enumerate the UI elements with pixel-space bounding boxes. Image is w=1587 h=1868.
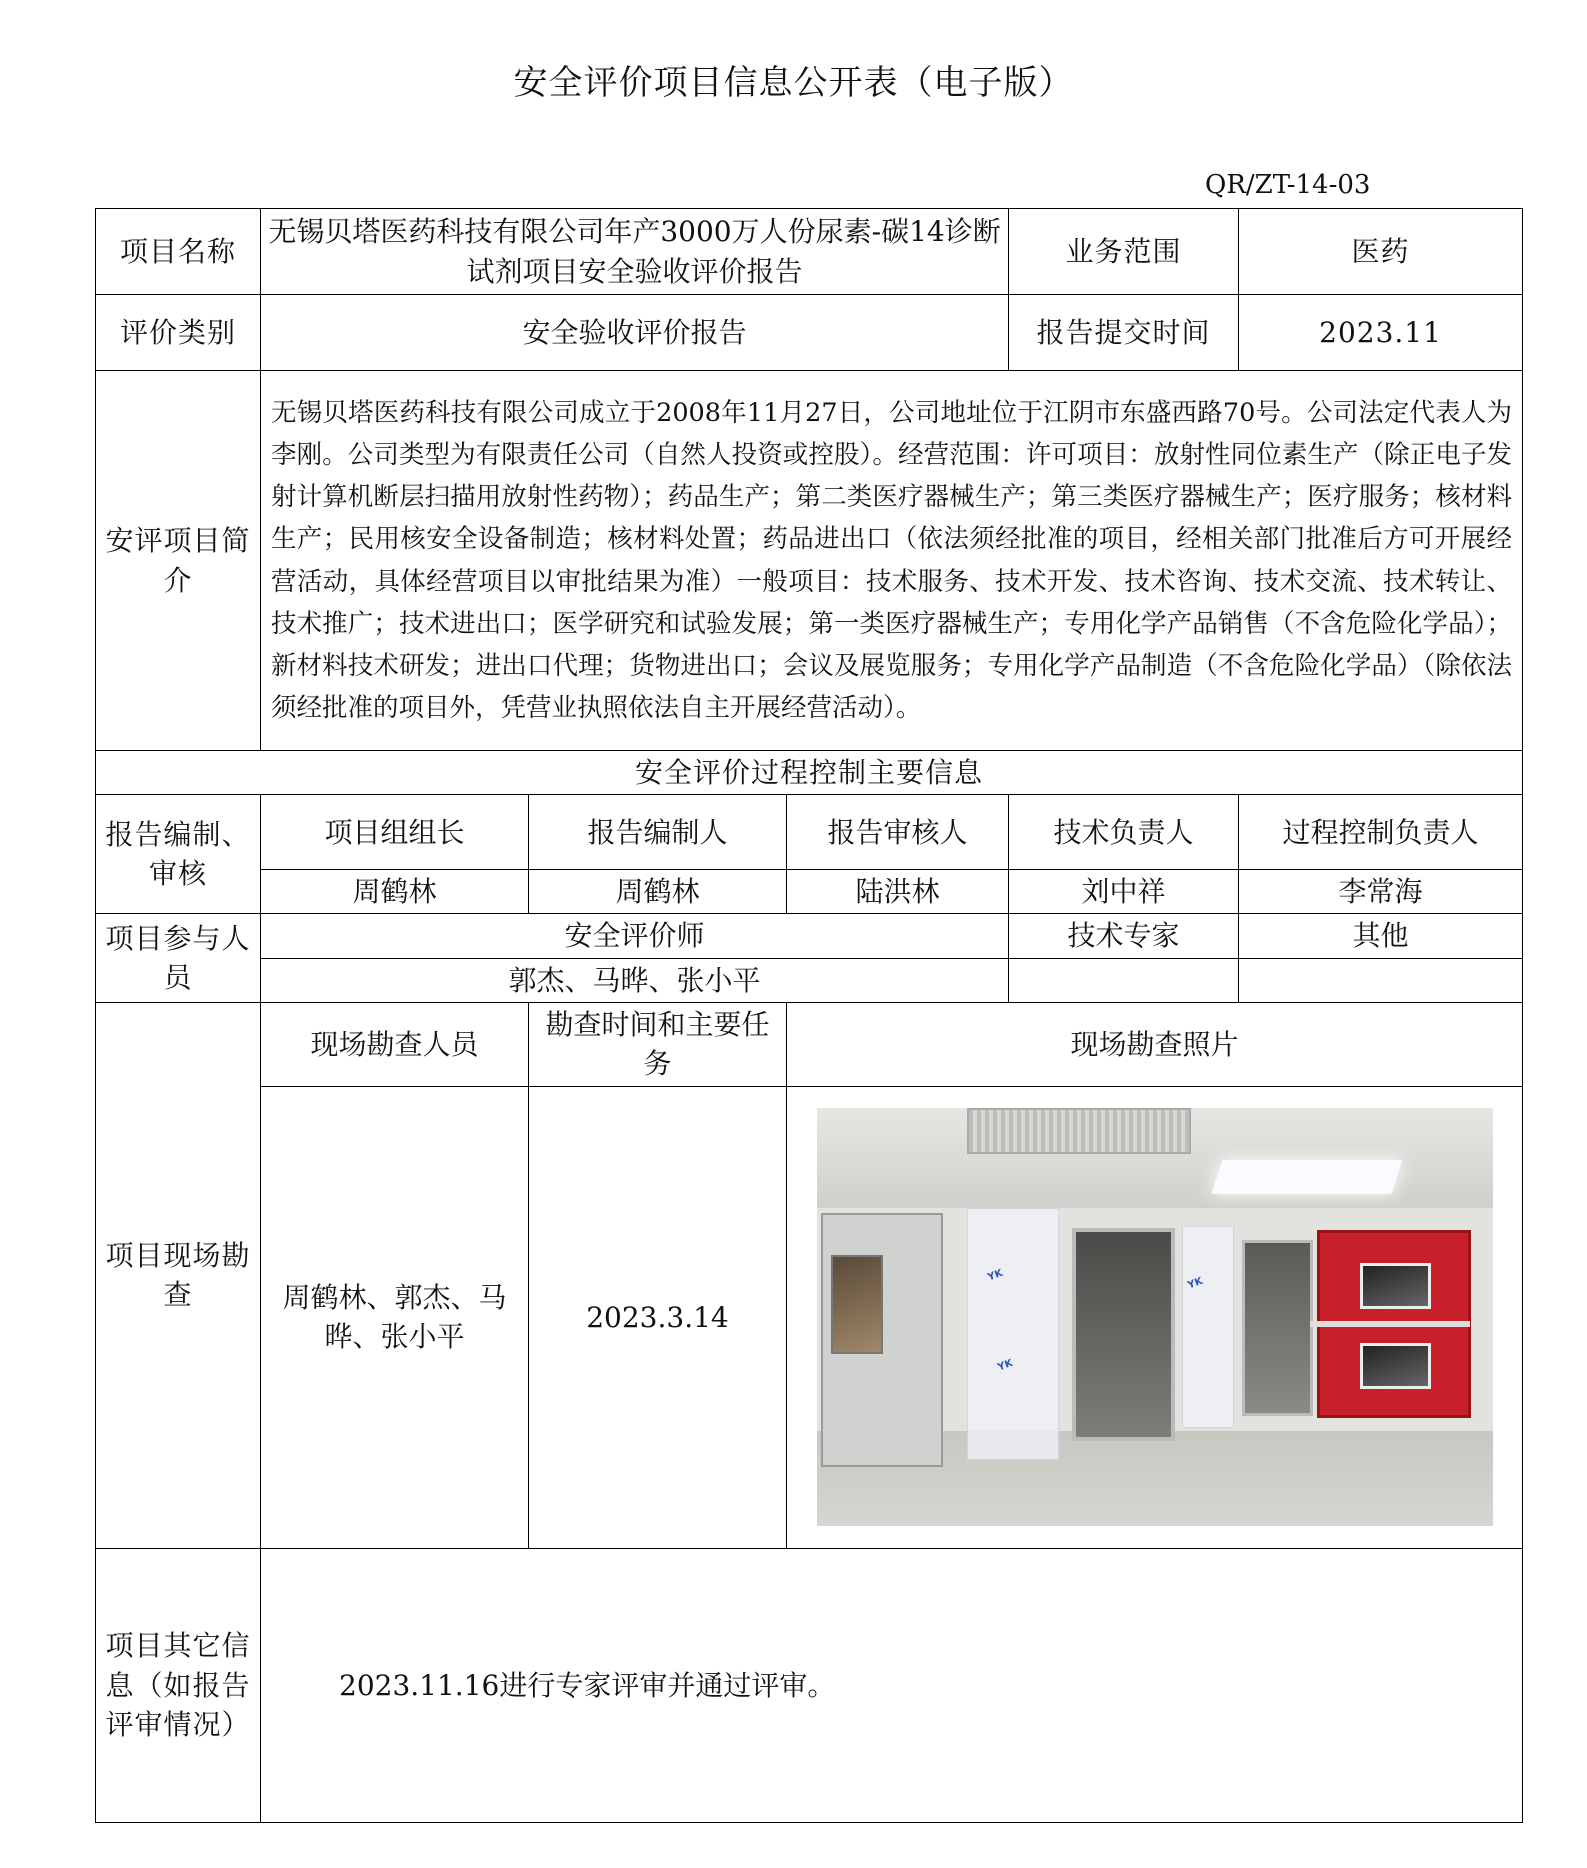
participant-evaluators: 郭杰、马晔、张小平: [261, 958, 1009, 1002]
participants-label: 项目参与人员: [96, 914, 261, 1002]
survey-photo: YK YK YK: [817, 1108, 1493, 1526]
survey-photo-cell: [787, 1086, 1523, 1548]
document-title: 安全评价项目信息公开表（电子版）: [513, 63, 1074, 103]
person-report-author: 周鹤林: [529, 870, 787, 914]
intro-label: 安评项目简介: [96, 371, 261, 751]
survey-header-photo: 现场勘查照片: [787, 1002, 1523, 1086]
person-tech-lead: 刘中祥: [1009, 870, 1239, 914]
role-tech-lead: 技术负责人: [1009, 795, 1239, 870]
row-survey-content: [96, 1086, 1523, 1548]
person-process-lead: 李常海: [1239, 870, 1523, 914]
submit-time-value: 2023.11: [1239, 295, 1523, 371]
row-participant-roles: [96, 914, 1523, 958]
survey-label: 项目现场勘查: [96, 1002, 261, 1548]
survey-header-people: 现场勘查人员: [261, 1002, 529, 1086]
role-report-reviewer: 报告审核人: [787, 795, 1009, 870]
business-scope-value: 医药: [1239, 209, 1523, 295]
form-code: QR/ZT-14-03: [1205, 170, 1371, 200]
row-intro: [96, 371, 1523, 751]
intro-text: 无锡贝塔医药科技有限公司成立于2008年11月27日，公司地址位于江阴市东盛西路70号。公司法定代表人为李刚。公司类型为有限责任公司（自然人投资或控股）。经营范围：许可项目：放射性同位素生产（除正电子发射计算机断层扫描用放射性药物）；药品生产；第二类医疗器械生产；第三类医疗器械生产；医疗服务；核材料生产；民用核安全设备制造；核材料处置；药品进出口（依法须经批准的项目，经相关部门批准后方可开展经营活动，具体经营项目以审批结果为准）一般项目：技术服务、技术开发、技术咨询、技术交流、技术转让、技术推广；技术进出口；医学研究和试验发展；第一类医疗器械生产；专用化学产品销售（不含危险化学品）；新材料技术研发；进出口代理；货物进出口；会议及展览服务；专用化学产品制造（不含危险化学品）（除依法须经批准的项目外，凭营业执照依法自主开展经营活动）。: [261, 371, 1523, 751]
row-report-roles: [96, 795, 1523, 870]
other-info-label: 项目其它信息（如报告评审情况）: [96, 1548, 261, 1822]
participant-others: [1239, 958, 1523, 1002]
participant-experts: [1009, 958, 1239, 1002]
row-project-name: [96, 209, 1523, 295]
row-process-header: [96, 751, 1523, 795]
business-scope-label: 业务范围: [1009, 209, 1239, 295]
person-team-leader: 周鹤林: [261, 870, 529, 914]
submit-time-label: 报告提交时间: [1009, 295, 1239, 371]
row-report-people: [96, 870, 1523, 914]
survey-people: 周鹤林、郭杰、马晔、张小平: [261, 1086, 529, 1548]
participant-role-other: 其他: [1239, 914, 1523, 958]
participant-role-evaluator: 安全评价师: [261, 914, 1009, 958]
participant-role-expert: 技术专家: [1009, 914, 1239, 958]
role-report-author: 报告编制人: [529, 795, 787, 870]
row-eval-type: [96, 295, 1523, 371]
eval-type-value: 安全验收评价报告: [261, 295, 1009, 371]
role-process-lead: 过程控制负责人: [1239, 795, 1523, 870]
report-label: 报告编制、审核: [96, 795, 261, 914]
eval-type-label: 评价类别: [96, 295, 261, 371]
survey-header-time: 勘查时间和主要任务: [529, 1002, 787, 1086]
survey-date: 2023.3.14: [529, 1086, 787, 1548]
info-table: [95, 208, 1523, 1823]
project-name-value: 无锡贝塔医药科技有限公司年产3000万人份尿素-碳14诊断试剂项目安全验收评价报告: [261, 209, 1009, 295]
person-report-reviewer: 陆洪林: [787, 870, 1009, 914]
other-info-text: 2023.11.16进行专家评审并通过评审。: [261, 1548, 1523, 1822]
project-name-label: 项目名称: [96, 209, 261, 295]
row-participant-people: [96, 958, 1523, 1002]
row-survey-headers: [96, 1002, 1523, 1086]
role-team-leader: 项目组组长: [261, 795, 529, 870]
process-header: 安全评价过程控制主要信息: [96, 751, 1523, 795]
row-other-info: [96, 1548, 1523, 1822]
